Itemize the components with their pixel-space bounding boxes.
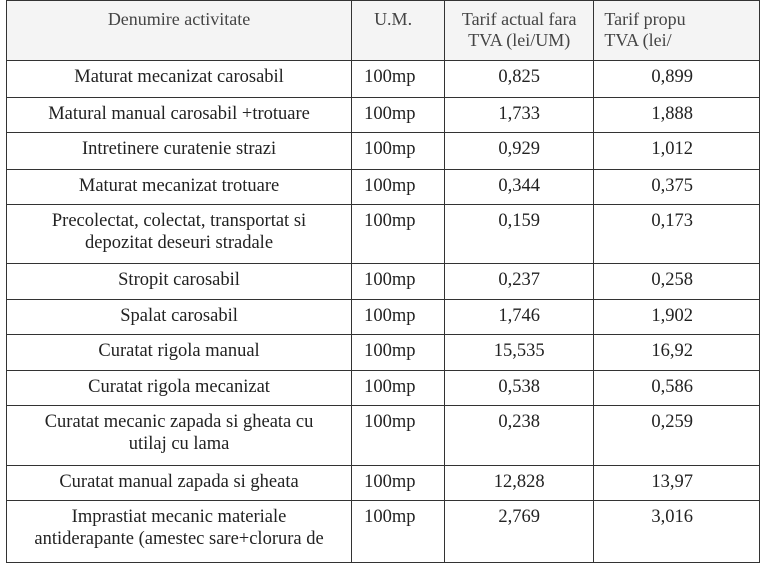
current-tariff-cell: 0,237 [445,264,594,300]
activity-name-cell [7,466,352,501]
current-tariff-cell: 0,238 [445,406,594,466]
proposed-tariff-cell: 16,92 [594,335,760,371]
table-row [7,264,760,300]
current-tariff-cell: 2,769 [445,501,594,563]
table-row [7,205,760,264]
table-header-row [7,1,760,61]
activity-name-cell [7,98,352,133]
table-row [7,300,760,335]
table-row [7,133,760,170]
table-row [7,170,760,205]
header-current-tariff [445,1,594,61]
unit-cell: 100mp [352,205,445,264]
activity-name-cell [7,170,352,205]
tariff-table [6,0,760,563]
activity-name-cell [7,406,352,466]
activity-name-cell [7,264,352,300]
table-row [7,61,760,98]
table-row [7,406,760,466]
current-tariff-cell: 15,535 [445,335,594,371]
activity-name-line1: Curatat manual zapada si gheata [59,472,299,492]
activity-name-line1: Imprastiat mecanic materiale [71,507,287,527]
table-body [7,61,760,563]
activity-name-line1: Matural manual carosabil +trotuare [48,104,310,124]
proposed-tariff-cell: 0,259 [594,406,760,466]
header-current-line1: Tarif actual fara [461,9,577,29]
activity-name-line1: Curatat mecanic zapada si gheata cu [44,412,314,432]
activity-name-cell [7,371,352,406]
current-tariff-cell: 12,828 [445,466,594,501]
unit-cell: 100mp [352,61,445,98]
proposed-tariff-cell: 1,888 [594,98,760,133]
unit-cell: 100mp [352,335,445,371]
proposed-tariff-cell: 0,586 [594,371,760,406]
activity-name-cell [7,300,352,335]
header-name-text: Denumire activitate [107,9,251,29]
activity-name-cell [7,205,352,264]
header-name [7,1,352,61]
activity-name-cell [7,133,352,170]
unit-cell: 100mp [352,300,445,335]
activity-name-line2: antiderapante (amestec sare+clorura de [34,529,324,549]
proposed-tariff-cell: 0,258 [594,264,760,300]
unit-cell: 100mp [352,371,445,406]
proposed-tariff-cell: 0,173 [594,205,760,264]
proposed-tariff-cell: 1,012 [594,133,760,170]
header-proposed-line1: Tarif propu [604,9,686,29]
activity-name-cell [7,61,352,98]
header-current-line2: TVA (lei/UM) [468,30,571,50]
unit-cell: 100mp [352,406,445,466]
current-tariff-cell: 0,538 [445,371,594,406]
header-proposed-tariff [594,1,760,61]
current-tariff-cell: 0,159 [445,205,594,264]
proposed-tariff-cell: 0,899 [594,61,760,98]
activity-name-cell [7,335,352,371]
activity-name-line2: depozitat deseuri stradale [85,233,274,253]
table-row [7,98,760,133]
unit-cell: 100mp [352,170,445,205]
unit-cell: 100mp [352,264,445,300]
table-row [7,466,760,501]
unit-cell: 100mp [352,133,445,170]
table-row [7,371,760,406]
unit-cell: 100mp [352,466,445,501]
header-proposed-line2: TVA (lei/ [604,30,672,50]
header-um-text: U.M. [374,9,413,29]
proposed-tariff-cell: 13,97 [594,466,760,501]
activity-name-line1: Spalat carosabil [120,306,238,326]
activity-name-cell [7,501,352,563]
activity-name-line1: Intretinere curatenie strazi [81,139,277,159]
table-row [7,501,760,563]
activity-name-line1: Maturat mecanizat carosabil [74,67,284,87]
activity-name-line1: Precolectat, colectat, transportat si [51,211,307,231]
current-tariff-cell: 1,746 [445,300,594,335]
current-tariff-cell: 0,929 [445,133,594,170]
proposed-tariff-cell: 3,016 [594,501,760,563]
unit-cell: 100mp [352,501,445,563]
activity-name-line1: Curatat rigola manual [98,341,260,361]
activity-name-line2: utilaj cu lama [128,434,230,454]
unit-cell: 100mp [352,98,445,133]
activity-name-line1: Maturat mecanizat trotuare [78,176,280,196]
table-row [7,335,760,371]
current-tariff-cell: 1,733 [445,98,594,133]
current-tariff-cell: 0,344 [445,170,594,205]
proposed-tariff-cell: 0,375 [594,170,760,205]
activity-name-line1: Curatat rigola mecanizat [88,377,270,397]
proposed-tariff-cell: 1,902 [594,300,760,335]
current-tariff-cell: 0,825 [445,61,594,98]
header-um [352,1,445,61]
activity-name-line1: Stropit carosabil [118,270,240,290]
